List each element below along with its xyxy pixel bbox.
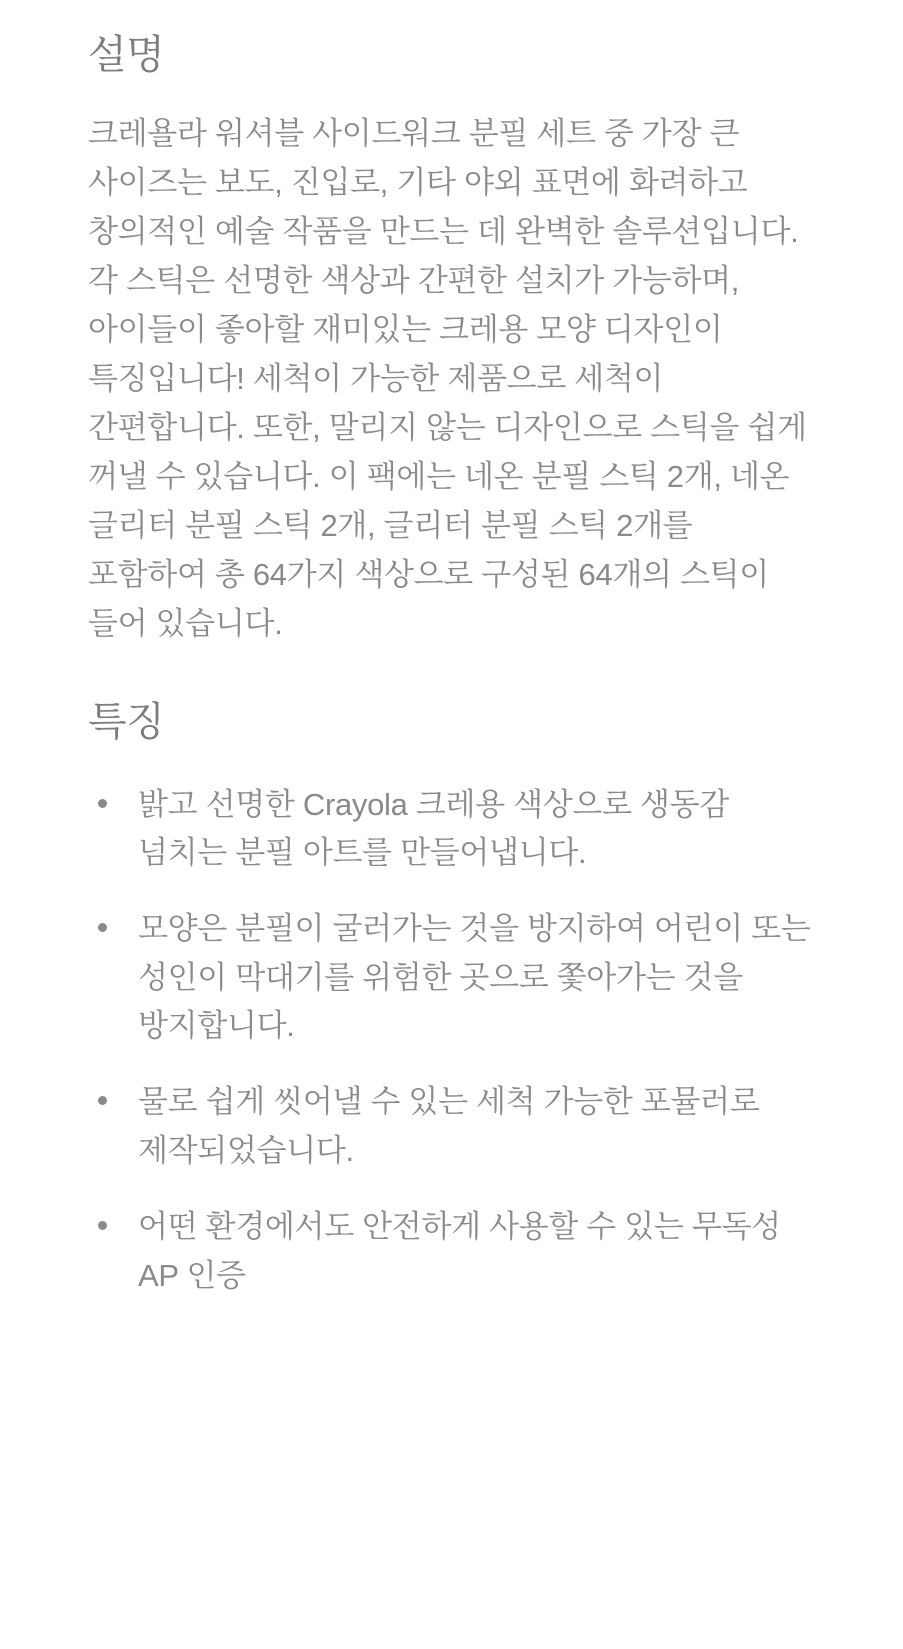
list-item [88, 781, 819, 878]
list-item [88, 1203, 819, 1300]
list-item-label: 물로 쉽게 씻어낼 수 있는 세척 가능한 포뮬러로 제작되었습니다. [138, 1084, 760, 1168]
features-heading: 특징 [88, 699, 165, 744]
description-heading: 설명 [88, 33, 165, 77]
list-item [88, 905, 819, 1050]
list-item-label: 밝고 선명한 Crayola 크레용 색상으로 생동감 넘치는 분필 아트를 만들어냅니다. [138, 786, 729, 871]
features-list [88, 781, 819, 1300]
list-item-label: 모양은 분필이 굴러가는 것을 방지하여 어린이 또는 성인이 막대기를 위험한 곳으로 쫓아가는 것을 방지합니다. [138, 911, 811, 1044]
bullet-icon [98, 1096, 107, 1105]
bullet-icon [98, 799, 107, 808]
description-paragraph: 크레욜라 워셔블 사이드워크 분필 세트 중 가장 큰 사이즈는 보도, 진입로, 기타 야외 표면에 화려하고 창의적인 예술 작품을 만드는 데 완벽한 솔루션입니다. 각 스틱은 선명한 색상과 간편한 설치가 가능하며, 아이들이 좋아할 재미있는 크레용 모양 디자인이 특징입니다! 세척이 가능한 제품으로 세척이 간편합니다. 또한, 말리지 않는 디자인으로 스틱을 쉽게 꺼낼 수 있습니다. 이 팩에는 네온 분필 스틱 2개, 네온 글리터 분필 스틱 2개, 글리터 분필 스틱 2개를 포함하여 총 64가지 색상으로 구성된 64개의 스틱이 들어 있습니다. [88, 116, 807, 641]
list-item-label: 어떤 환경에서도 안전하게 사용할 수 있는 무독성 AP 인증 [138, 1209, 781, 1293]
bullet-icon [98, 923, 107, 932]
list-item [88, 1078, 819, 1175]
bullet-icon [98, 1221, 107, 1230]
